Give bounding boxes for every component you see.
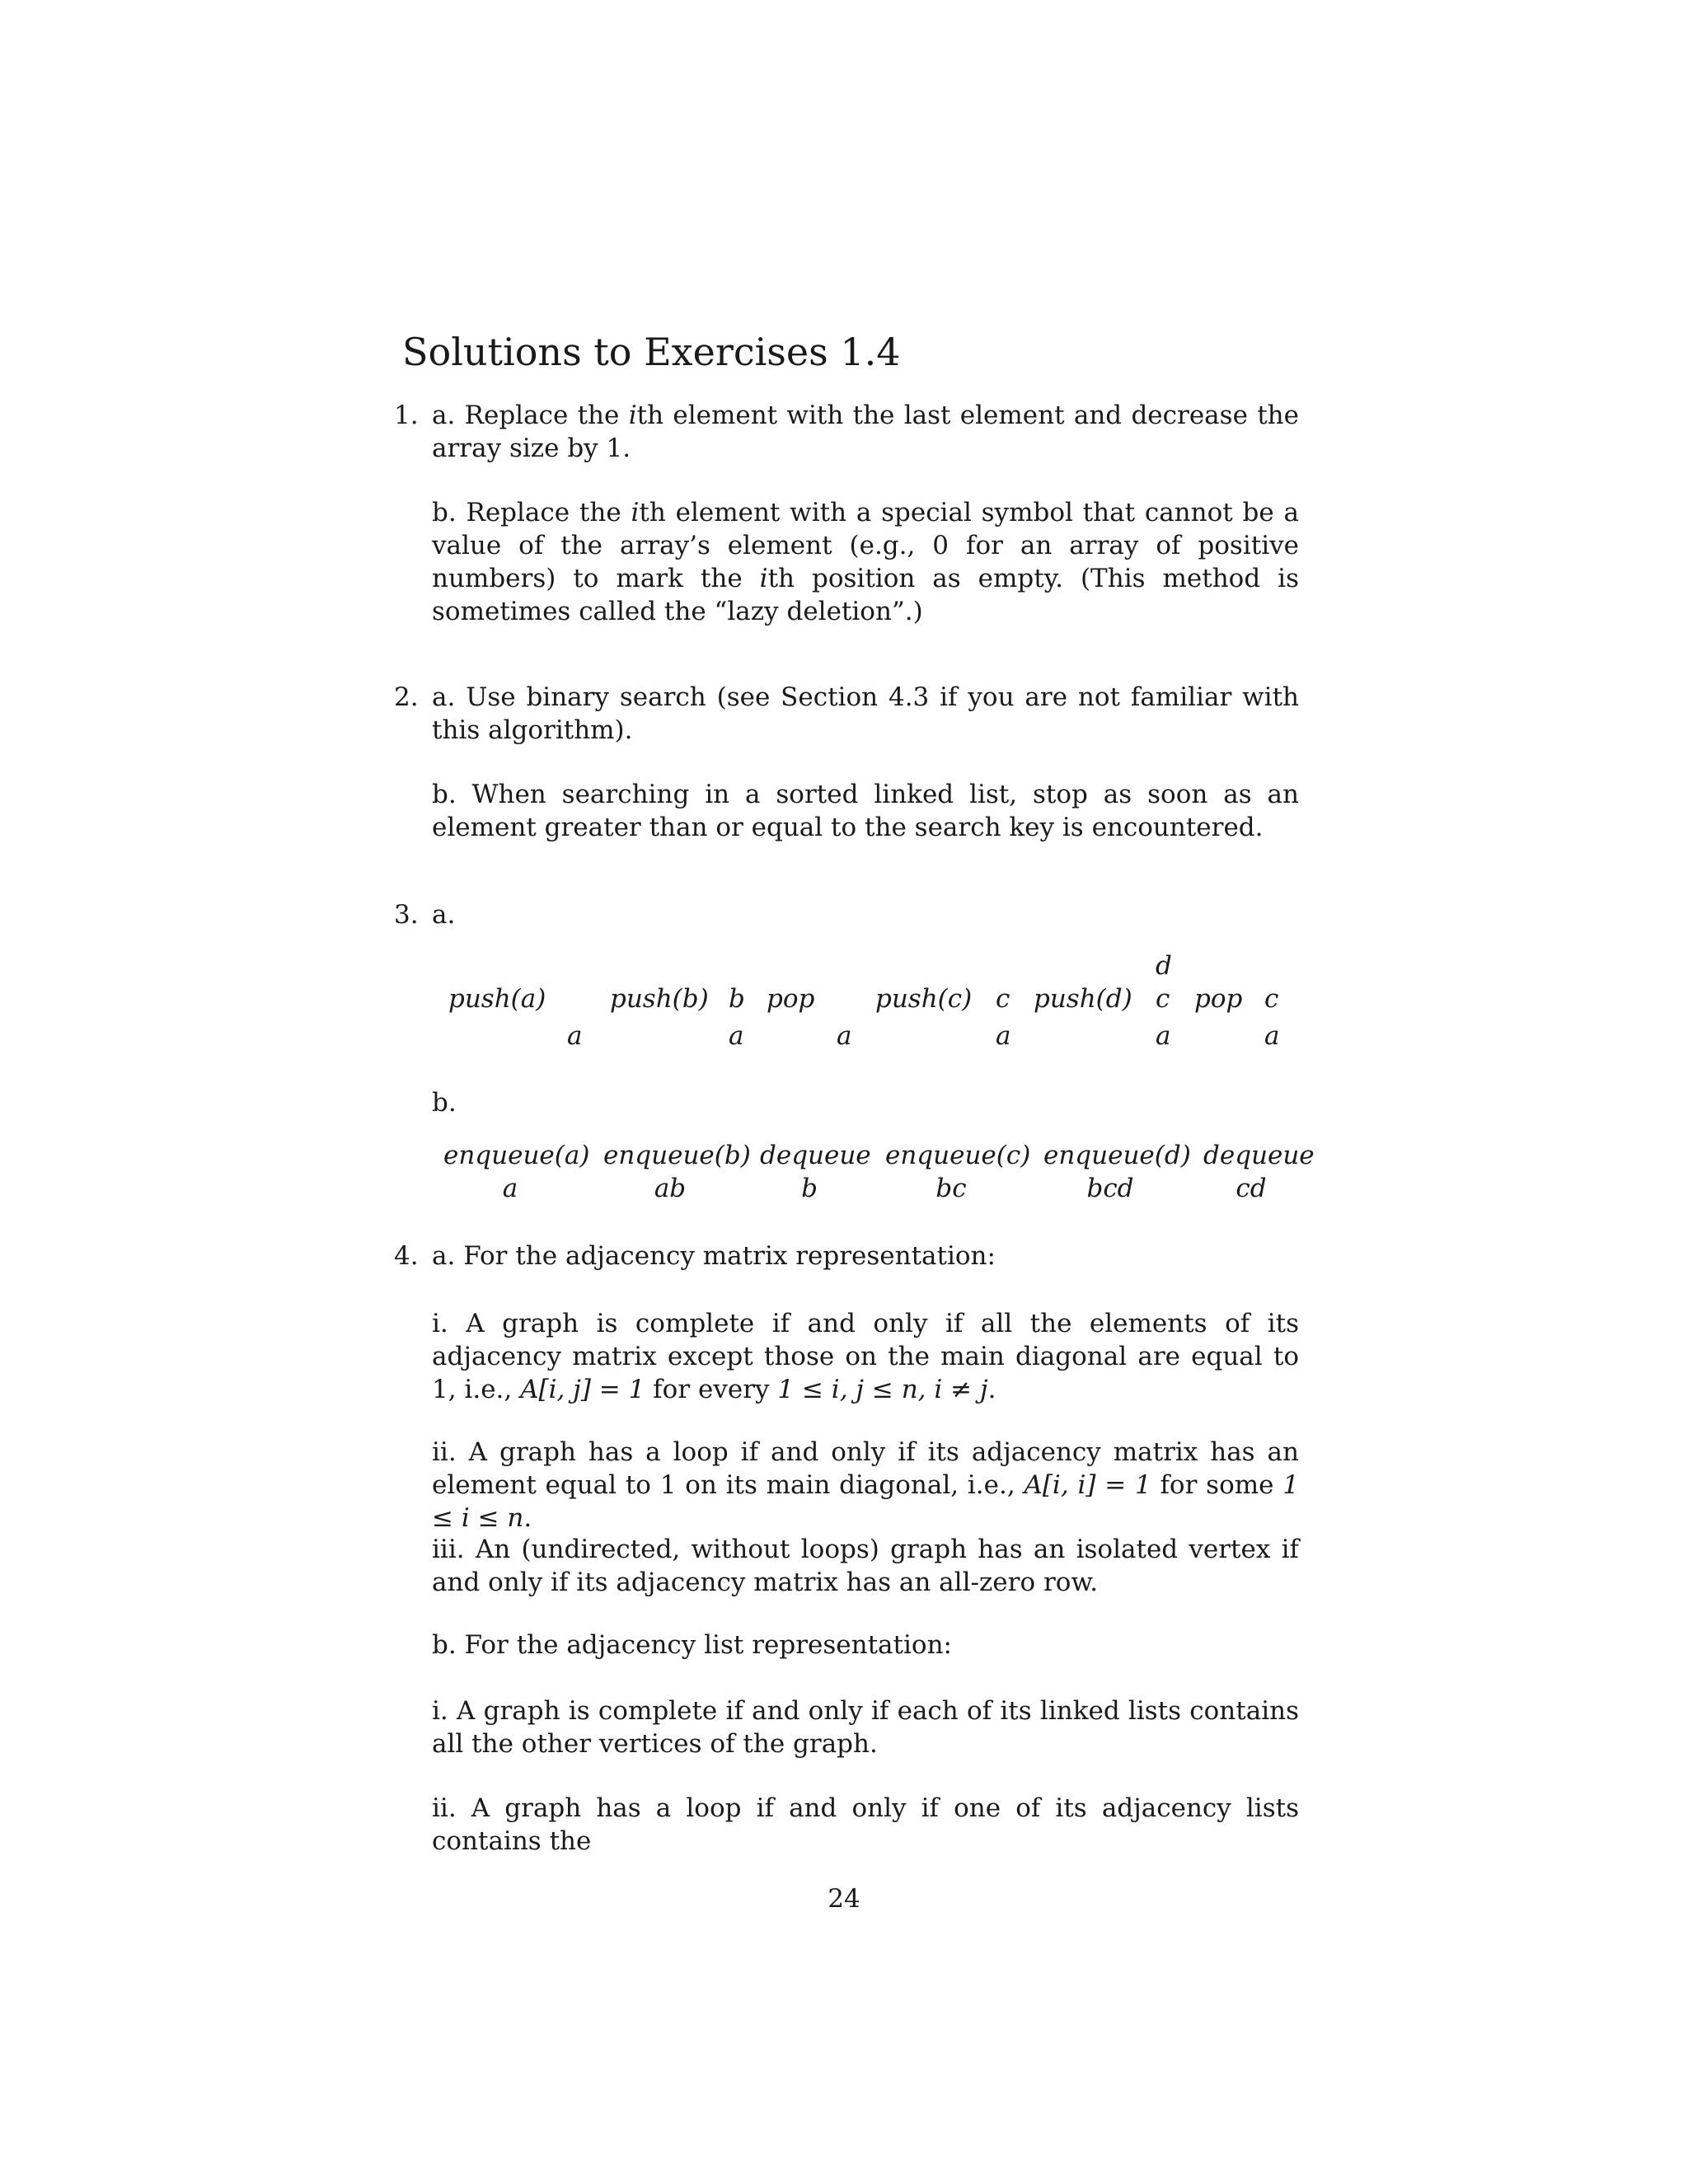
- queue-op-2: enqueue(b): [603, 1141, 751, 1170]
- stack-state-5-row-2: c: [1156, 984, 1170, 1014]
- answer-3a-label: a.: [432, 900, 456, 930]
- answer-1a-text-2: th element with the last element and decrease the array size by 1.: [432, 401, 1299, 463]
- answer-4a-iii: iii. An (undirected, without loops) graph has an isolated vertex if and only if its adjacency matrix has an all-zero row.: [432, 1535, 1299, 1597]
- stack-state-6-row-1: c: [1264, 984, 1279, 1014]
- stack-op-2: push(b): [610, 984, 709, 1014]
- answer-4a-heading: a. For the adjacency matrix representation:: [432, 1241, 996, 1271]
- queue-op-3: dequeue: [760, 1141, 871, 1170]
- queue-state-5: bcd: [1086, 1174, 1134, 1203]
- stack-op-1: push(a): [448, 984, 546, 1014]
- stack-state-1-row-1: a: [567, 1021, 583, 1051]
- stack-state-4-row-1: c: [996, 984, 1010, 1014]
- stack-op-6: pop: [1194, 984, 1243, 1014]
- answer-4a-ii-text-1: ii. A graph has a loop if and only if its adjacency matrix has an element equal to 1 on its main diagonal, i.e.,: [432, 1437, 1299, 1500]
- page-title: Solutions to Exercises 1.4: [402, 330, 901, 374]
- stack-state-5-row-1: d: [1156, 951, 1172, 981]
- stack-state-2-row-2: a: [729, 1021, 744, 1051]
- answer-1a-var-i: i: [628, 401, 637, 430]
- stack-state-6-row-2: a: [1264, 1021, 1280, 1051]
- item-number-2: 2.: [394, 682, 419, 712]
- stack-op-3: pop: [767, 984, 815, 1014]
- answer-2b: b. When searching in a sorted linked list, stop as soon as an element greater than or equal to the search key is encountered.: [432, 780, 1299, 842]
- queue-state-4: bc: [935, 1174, 967, 1203]
- answer-4a-i: [432, 1307, 1299, 1406]
- answer-1b-text-2: th element with a special symbol that cannot be a value of the array’s element (e.g., 0 for an array of positive numbers) to mark the: [432, 498, 1299, 593]
- queue-state-3: b: [801, 1174, 818, 1203]
- answer-4a-ii-text-3: .: [523, 1503, 532, 1533]
- item-number-1: 1.: [394, 401, 419, 430]
- queue-state-1: a: [502, 1174, 518, 1203]
- stack-state-3-row-1: a: [837, 1021, 852, 1051]
- queue-op-6: dequeue: [1203, 1141, 1315, 1170]
- page-number: 24: [828, 1884, 860, 1914]
- answer-4a-ii-text-2: for some: [1151, 1470, 1283, 1500]
- answer-3b-label: b.: [432, 1088, 457, 1118]
- answer-4b-i: i. A graph is complete if and only if each of its linked lists contains all the other vertices of the graph.: [432, 1696, 1299, 1759]
- queue-op-5: enqueue(d): [1043, 1141, 1191, 1170]
- stack-state-5-row-3: a: [1156, 1021, 1171, 1051]
- answer-1b-text-3: th position as empty. (This method is sometimes called the “lazy deletion”.): [432, 564, 1299, 626]
- answer-1a: [432, 399, 1299, 465]
- stack-op-4: push(c): [875, 984, 973, 1014]
- answer-2a: a. Use binary search (see Section 4.3 if you are not familiar with this algorithm).: [432, 682, 1299, 745]
- answer-1b: [432, 496, 1299, 628]
- answer-1b-var-i-2: i: [759, 564, 768, 593]
- queue-state-2: ab: [654, 1174, 687, 1203]
- answer-4a-i-math-1: A[i, j] = 1: [520, 1375, 645, 1404]
- answer-4a-i-text-3: .: [987, 1375, 996, 1404]
- queue-op-1: enqueue(a): [443, 1141, 590, 1170]
- answer-1b-text-1: b. Replace the: [432, 498, 631, 527]
- stack-state-4-row-2: a: [996, 1021, 1011, 1051]
- answer-1a-text-1: a. Replace the: [432, 401, 629, 430]
- answer-4a-i-math-2: 1 ≤ i, j ≤ n, i ≠ j: [777, 1375, 988, 1404]
- stack-state-2-row-1: b: [729, 984, 745, 1014]
- queue-state-6: cd: [1236, 1174, 1267, 1203]
- answer-4b-ii: ii. A graph has a loop if and only if one of its adjacency lists contains the: [432, 1793, 1299, 1856]
- answer-4b-heading: b. For the adjacency list representation:: [432, 1630, 952, 1660]
- answer-4a-i-text-1: i. A graph is complete if and only if all the elements of its adjacency matrix except those on the main diagonal are equal to 1, i.e.,: [432, 1309, 1299, 1404]
- answer-4a-ii: [432, 1436, 1299, 1535]
- answer-1b-var-i: i: [631, 498, 640, 527]
- item-number-4: 4.: [394, 1241, 419, 1271]
- answer-4a-i-text-2: for every: [645, 1375, 778, 1404]
- queue-op-4: enqueue(c): [885, 1141, 1031, 1170]
- stack-op-5: push(d): [1034, 984, 1132, 1014]
- item-number-3: 3.: [394, 900, 419, 930]
- answer-4a-ii-math-2: 1 ≤ i ≤ n: [432, 1470, 1299, 1533]
- answer-4a-ii-math-1: A[i, i] = 1: [1024, 1470, 1151, 1500]
